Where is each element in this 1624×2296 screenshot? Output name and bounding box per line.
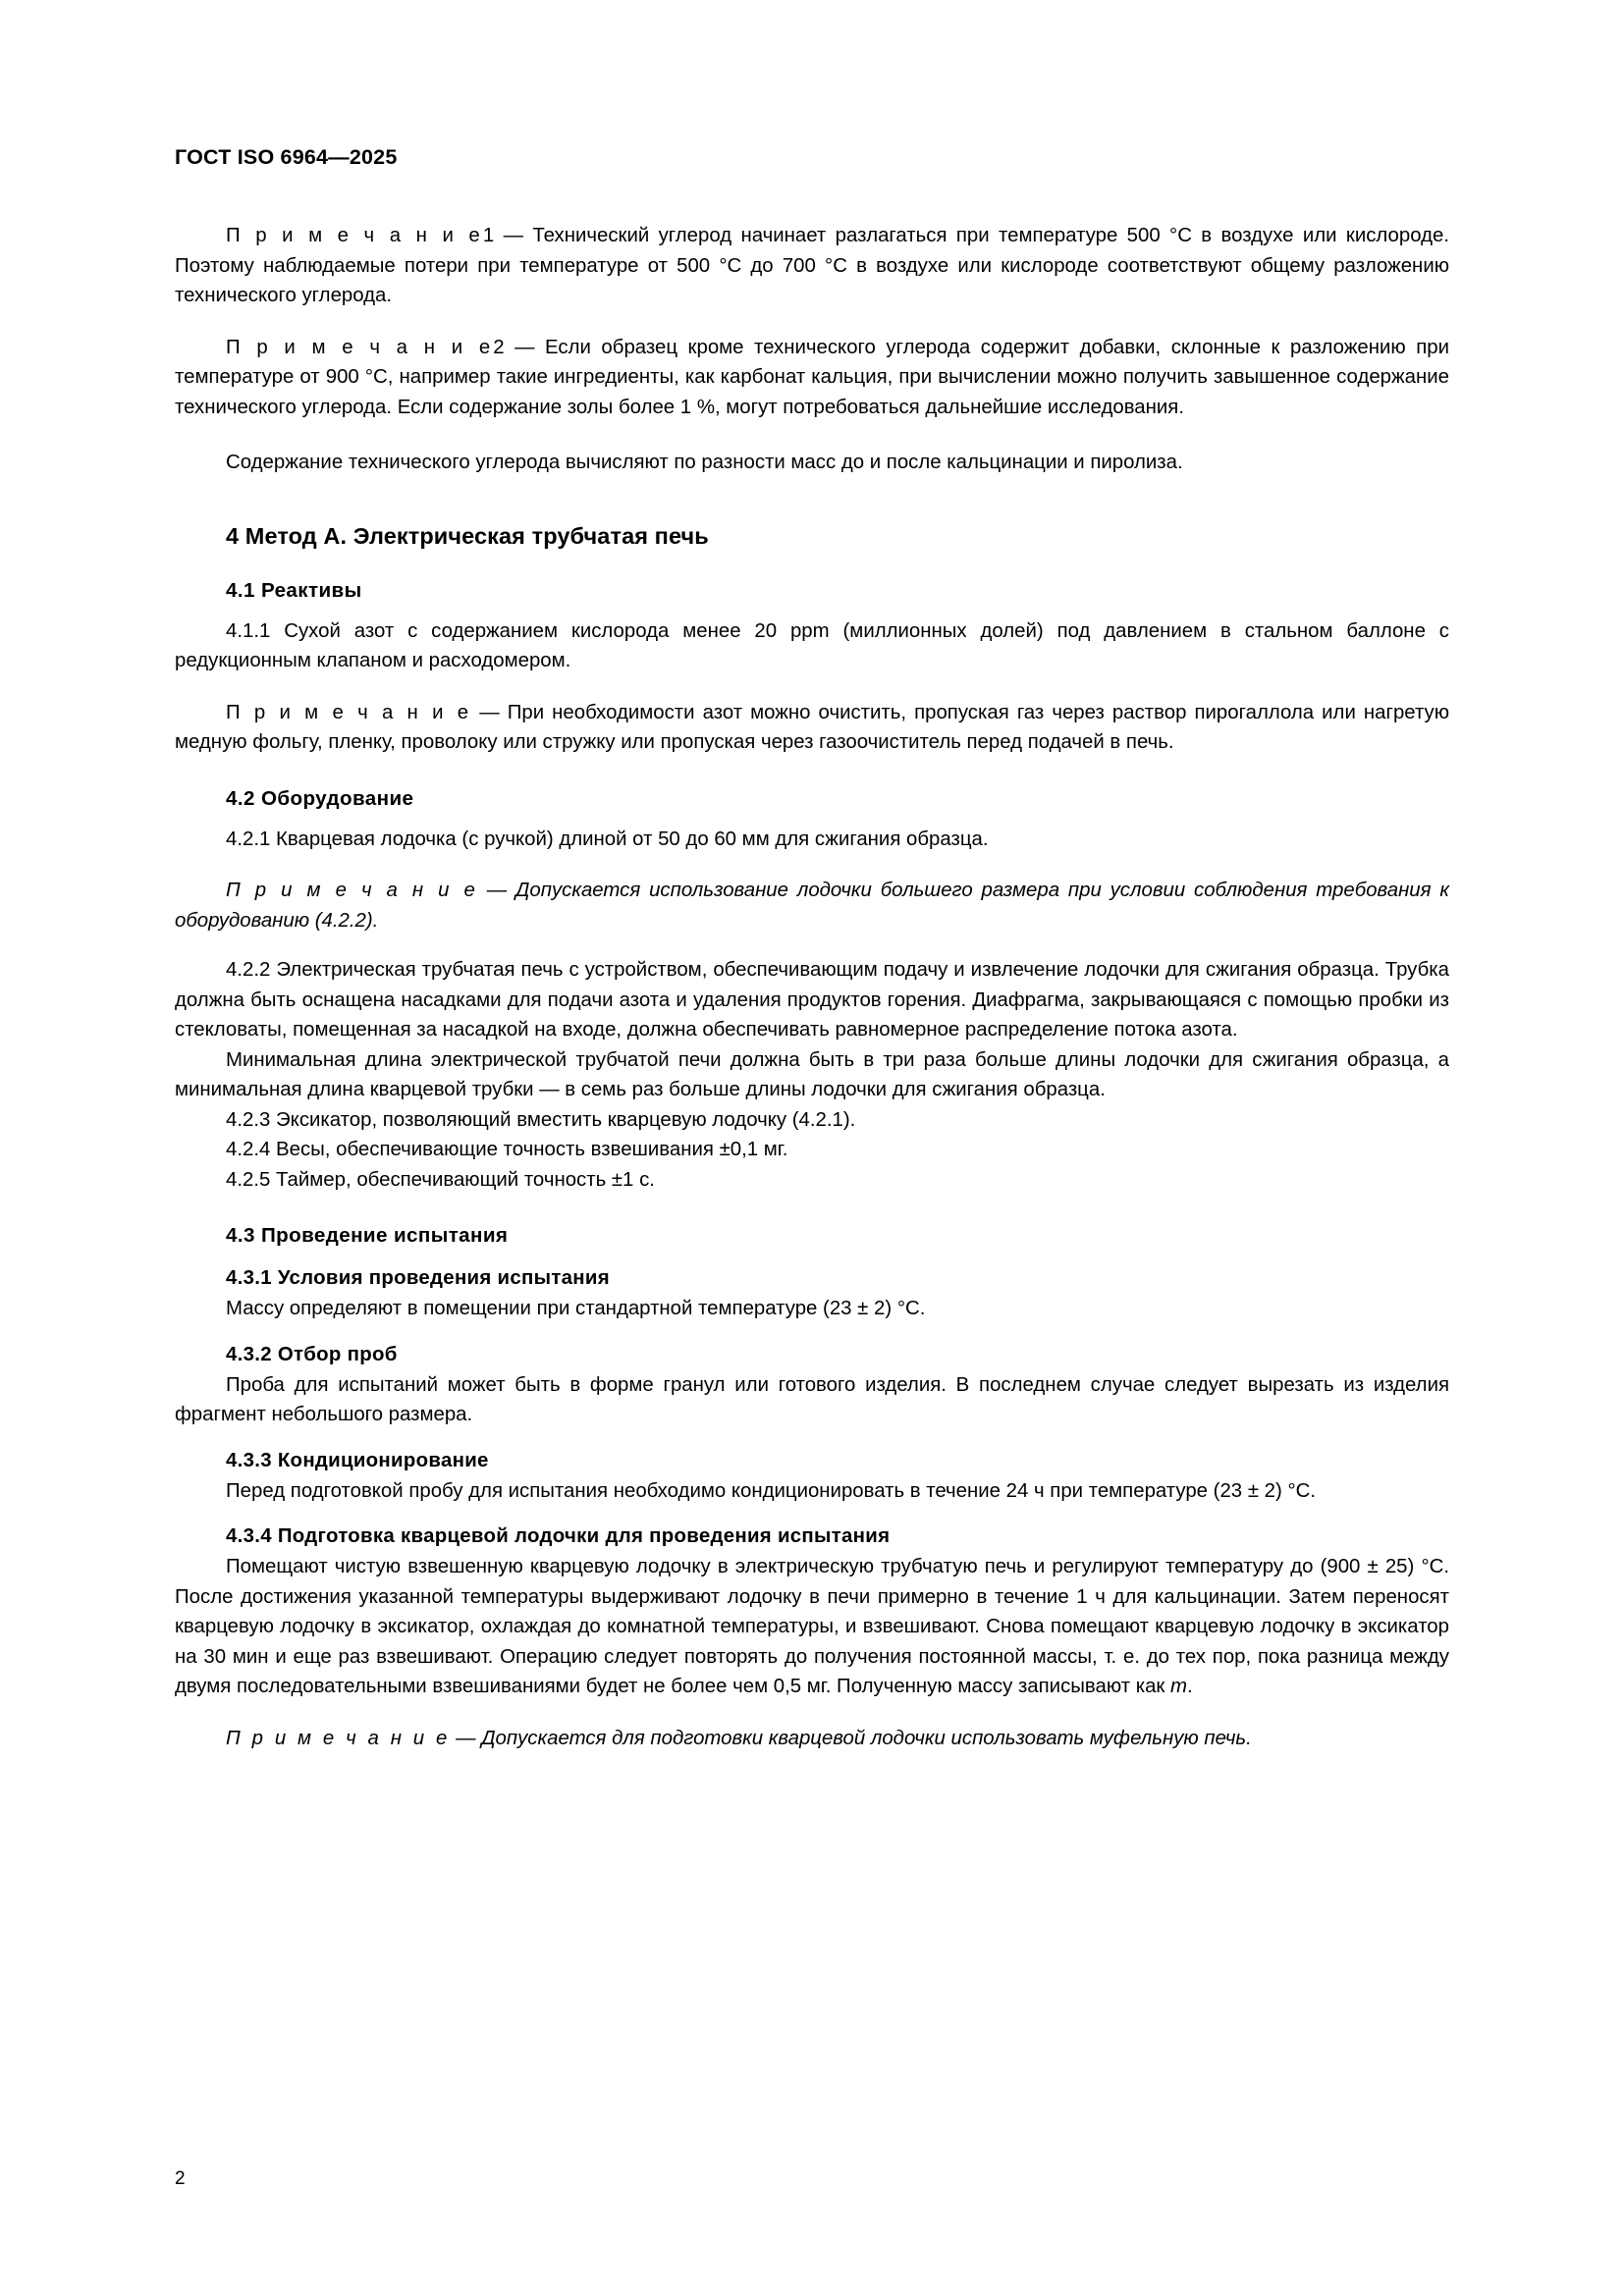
- note-label: П р и м е ч а н и е: [226, 1727, 451, 1749]
- paragraph-4-2-2: 4.2.2 Электрическая трубчатая печь с устройством, обеспечивающим подачу и извлечение лодочки для сжигания образца. Трубка должна быть оснащена насадками для подачи азота и удаления продуктов горения. Диафрагма, закрывающаяся с помощью пробки из стекловаты, помещенная за насадкой на входе, должна обеспечивать равномерное распределение потока азота.: [175, 959, 1449, 1041]
- note-label: П р и м е ч а н и е: [226, 701, 472, 723]
- page-header: ГОСТ ISO 6964—2025: [175, 145, 398, 169]
- note-4-1: [175, 698, 1449, 758]
- paragraph-4-1-1: 4.1.1 Сухой азот с содержанием кислорода менее 20 ppm (миллионных долей) под давлением в стальном баллоне с редукционным клапаном и расходомером.: [175, 619, 1449, 671]
- note-4-2: [175, 876, 1449, 935]
- paragraph-carbon-content: Содержание технического углерода вычисляют по разности масс до и после кальцинации и пиролиза.: [226, 452, 1183, 473]
- section-4-3-1-title: 4.3.1 Условия проведения испытания: [226, 1267, 610, 1289]
- symbol-mass: m: [1170, 1676, 1188, 1697]
- note-2: [175, 333, 1449, 423]
- note-4-1-text: — При необходимости азот можно очистить, пропуская газ через раствор пирогаллола или нагретую медную фольгу, пленку, проволоку или стружку или пропуская через газоочиститель перед подачей в печь.: [175, 701, 1449, 753]
- paragraph-4-3-1: Массу определяют в помещении при стандартной температуре (23 ± 2) °С.: [226, 1298, 926, 1319]
- note-label: П р и м е ч а н и е: [226, 336, 494, 358]
- note-1: [175, 221, 1449, 311]
- section-4-3-3-title: 4.3.3 Кондиционирование: [226, 1449, 489, 1471]
- section-4-title: 4 Метод А. Электрическая трубчатая печь: [226, 522, 709, 549]
- note-4-3-4-text: — Допускается для подготовки кварцевой лодочки использовать муфельную печь.: [450, 1727, 1252, 1749]
- note-1-number: 1: [482, 225, 495, 246]
- section-4-2-title: 4.2 Оборудование: [226, 786, 414, 810]
- page-number: 2: [175, 2168, 186, 2189]
- paragraph-4-3-2: Проба для испытаний может быть в форме гранул или готового изделия. В последнем случае следует вырезать из изделия фрагмент небольшого размера.: [175, 1373, 1449, 1425]
- section-4-3-4-title: 4.3.4 Подготовка кварцевой лодочки для проведения испытания: [226, 1525, 891, 1547]
- note-label: П р и м е ч а н и е: [226, 225, 483, 246]
- paragraph-4-3-4: [175, 1552, 1449, 1702]
- paragraph-4-2-4: 4.2.4 Весы, обеспечивающие точность взвешивания ±0,1 мг.: [226, 1139, 788, 1160]
- section-4-3-title: 4.3 Проведение испытания: [226, 1224, 509, 1247]
- paragraph-4-2-2-b: Минимальная длина электрической трубчатой печи должна быть в три раза больше длины лодочки для сжигания образца, а минимальная длина кварцевой трубки — в семь раз больше длины лодочки для сжигания образца.: [175, 1048, 1449, 1100]
- paragraph-4-3-3: Перед подготовкой пробу для испытания необходимо кондиционировать в течение 24 ч при температуре (23 ± 2) °С.: [226, 1479, 1317, 1502]
- note-2-number: 2: [493, 336, 505, 358]
- paragraph-4-3-4-end: .: [1187, 1676, 1193, 1697]
- section-4-3-2-title: 4.3.2 Отбор проб: [226, 1343, 398, 1365]
- paragraph-4-2-1: 4.2.1 Кварцевая лодочка (с ручкой) длиной от 50 до 60 мм для сжигания образца.: [226, 828, 989, 850]
- paragraph-4-2-5: 4.2.5 Таймер, обеспечивающий точность ±1 с.: [226, 1168, 655, 1191]
- note-4-2-text: — Допускается использование лодочки большего размера при условии соблюдения требования к оборудованию (4.2.2).: [175, 880, 1449, 932]
- note-2-text: — Если образец кроме технического углерода содержит добавки, склонные к разложению при температуре от 900 °С, например такие ингредиенты, как карбонат кальция, при вычислении можно получить завышенное содержание технического углерода. Если содержание золы более 1 %, могут потребоваться дальнейшие исследования.: [175, 336, 1450, 418]
- paragraph-4-2-3: 4.2.3 Эксикатор, позволяющий вместить кварцевую лодочку (4.2.1).: [226, 1108, 856, 1131]
- note-1-text: — Технический углерод начинает разлагаться при температуре 500 °С в воздухе или кислороде. Поэтому наблюдаемые потери при температуре от 500 °С до 700 °С в воздухе или кислороде соответствуют общему разложению технического углерода.: [175, 225, 1450, 306]
- note-4-3-4: [175, 1724, 1449, 1754]
- paragraph-4-3-4-text: Помещают чистую взвешенную кварцевую лодочку в электрическую трубчатую печь и регулируют температуру до (900 ± 25) °С. После достижения указанной температуры выдерживают лодочку в печи примерно в течение 1 ч для кальцинации. Затем переносят кварцевую лодочку в эксикатор, охлаждая до комнатной температуры, и взвешивают. Снова помещают кварцевую лодочку в эксикатор на 30 мин и еще раз взвешивают. Операцию следует повторять до получения постоянной массы, т. е. до тех пор, пока разница между двумя последовательными взвешиваниями будет не более чем 0,5 мг. Полученную массу записывают как: [175, 1556, 1449, 1697]
- section-4-1-title: 4.1 Реактивы: [226, 578, 362, 602]
- note-label: П р и м е ч а н и е: [226, 880, 478, 901]
